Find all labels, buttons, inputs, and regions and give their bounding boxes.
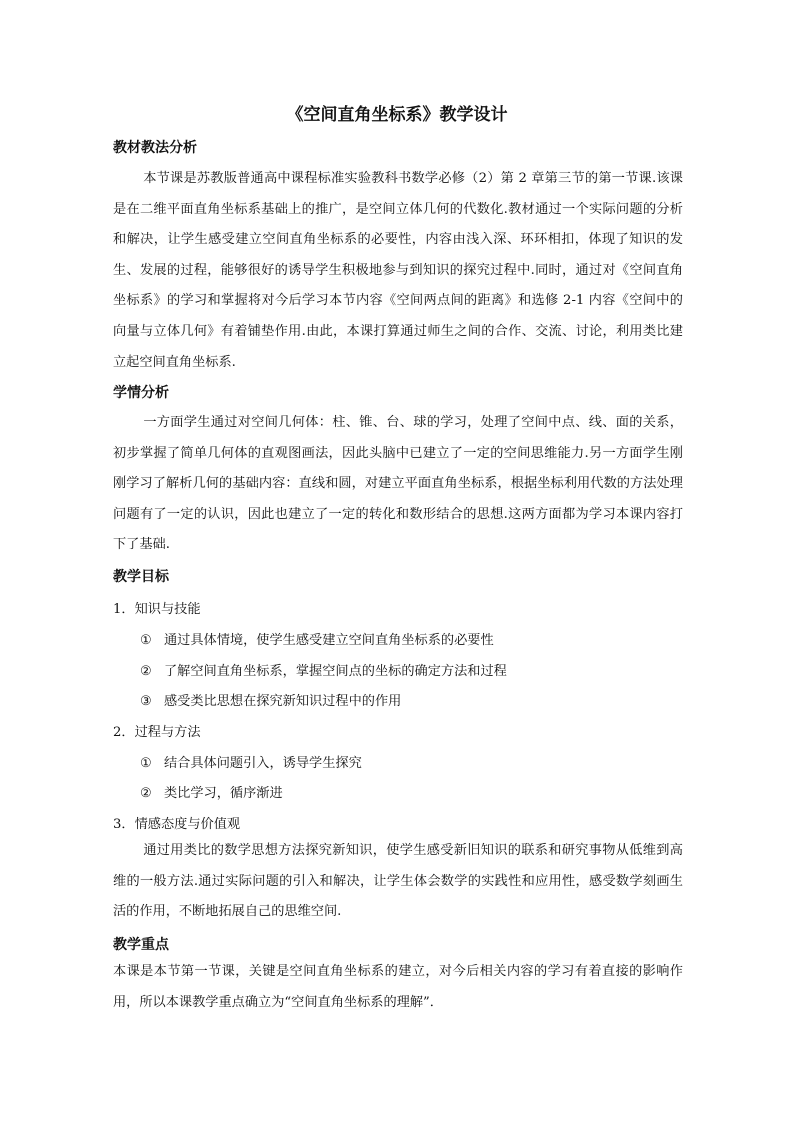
item-text: 结合具体问题引入，诱导学生探究 — [164, 756, 362, 771]
section-heading-student-analysis: 学情分析 — [113, 385, 169, 401]
goal-group-attitude: 3．情感态度与价值观 — [113, 817, 241, 832]
item-number: ① — [140, 633, 152, 648]
paragraph-text: 通过用类比的数学思想方法探究新知识，使学生感受新旧知识的联系和研究事物从低维到高维的一般方法.通过实际问题的引入和解决，让学生体会数学的实践性和应用性，感受数学刻画生活的作用，不断地拓展自己的思维空间. — [113, 843, 683, 920]
section-heading-textbook-analysis: 教材教法分析 — [113, 140, 197, 156]
list-item — [140, 660, 507, 679]
list-item — [140, 629, 494, 648]
item-number: ③ — [140, 694, 152, 709]
item-number: ② — [140, 786, 152, 801]
section-heading-teaching-goals: 教学目标 — [113, 569, 169, 585]
page-title: 《空间直角坐标系》教学设计 — [286, 105, 508, 125]
paragraph-textbook-analysis — [113, 164, 683, 378]
paragraph-text: 一方面学生通过对空间几何体：柱、锥、台、球的学习，处理了空间中点、线、面的关系，初步掌握了简单几何体的直观图画法，因此头脑中已建立了一定的空间思维能力.另一方面学生刚刚学习了解析几何的基础内容：直线和圆，对建立平面直角坐标系，根据坐标利用代数的方法处理问题有了一定的认识，因此也建立了一定的转化和数形结合的思想.这两方面都为学习本课内容打下了基础. — [113, 415, 683, 553]
paragraph-text: 本节课是苏教版普通高中课程标准实验教科书数学必修（2）第 2 章第三节的第一节课.该课是在二维平面直角坐标系基础上的推广，是空间立体几何的代数化.教材通过一个实际问题的分析和解决，让学生感受建立空间直角坐标系的必要性，内容由浅入深、环环相扣，体现了知识的发生、发展的过程，能够很好的诱导学生积极地参与到知识的探究过程中.同时，通过对《空间直角坐标系》的学习和掌握将对今后学习本节内容《空间两点间的距离》和选修 2-1 内容《空间中的向量与立体几何》有着铺垫作用.由此，本课打算通过师生之间的合作、交流、讨论，利用类比建立起空间直角坐标系. — [113, 171, 683, 370]
paragraph-attitude — [113, 836, 683, 928]
goal-group-process: 2．过程与方法 — [113, 725, 201, 740]
item-text: 了解空间直角坐标系，掌握空间点的坐标的确定方法和过程 — [164, 664, 507, 679]
section-heading-key-points: 教学重点 — [113, 937, 169, 953]
paragraph-student-analysis — [113, 408, 683, 561]
list-item — [140, 690, 401, 709]
paragraph-key-points: 本课是本节第一节课，关键是空间直角坐标系的建立，对今后相关内容的学习有着直接的影响作用，所以本课教学重点确立为“空间直角坐标系的理解”． — [113, 964, 683, 1010]
item-number: ② — [140, 664, 152, 679]
item-text: 类比学习，循序渐进 — [164, 786, 283, 801]
list-item — [140, 752, 362, 771]
list-item — [140, 782, 283, 801]
goal-group-knowledge: 1．知识与技能 — [113, 602, 201, 617]
item-number: ① — [140, 756, 152, 771]
item-text: 通过具体情境，使学生感受建立空间直角坐标系的必要性 — [164, 633, 494, 648]
item-text: 感受类比思想在探究新知识过程中的作用 — [164, 694, 402, 709]
